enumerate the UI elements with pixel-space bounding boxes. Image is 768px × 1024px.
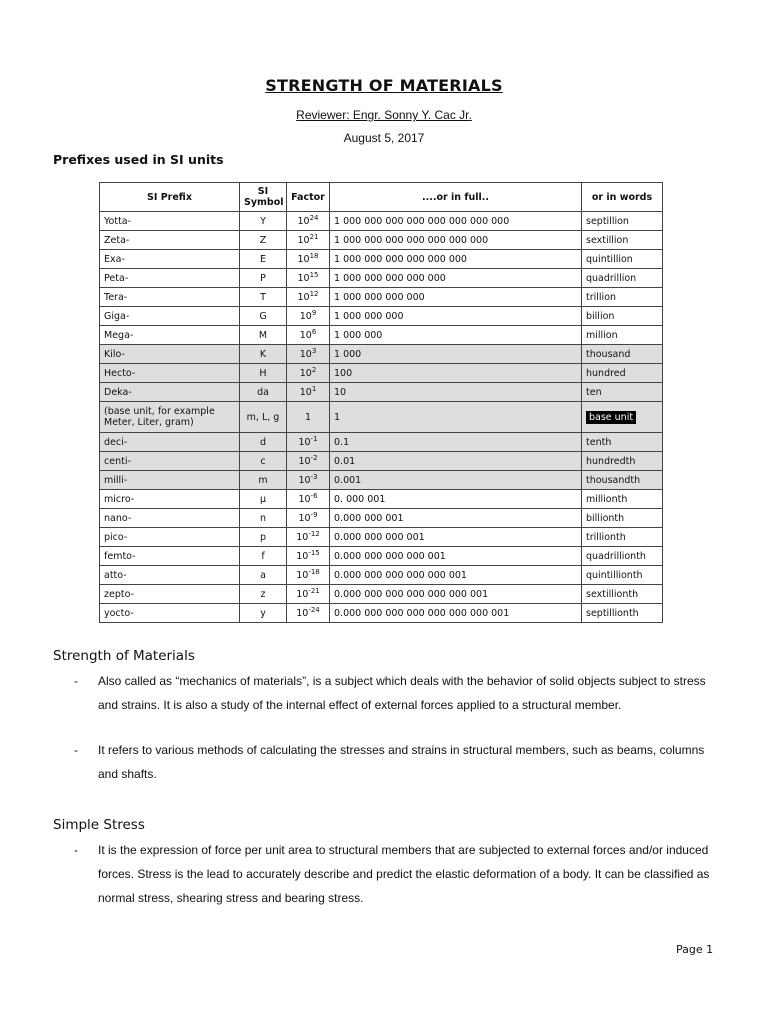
cell-symbol: μ — [240, 490, 287, 509]
table-row — [100, 212, 663, 231]
cell-factor — [287, 383, 330, 402]
factor-exponent: 2 — [311, 365, 317, 374]
cell-prefix: deci- — [100, 433, 240, 452]
cell-in-words: septillion — [582, 212, 663, 231]
cell-symbol: E — [240, 250, 287, 269]
cell-factor — [287, 604, 330, 623]
factor-base: 10 — [299, 329, 312, 341]
cell-factor — [287, 528, 330, 547]
factor-base: 10 — [298, 474, 311, 486]
factor-base: 10 — [296, 607, 309, 619]
factor-exponent: 9 — [311, 308, 317, 317]
prefixes-heading: Prefixes used in SI units — [53, 152, 224, 167]
factor-base: 10 — [296, 550, 309, 562]
cell-prefix: Zeta- — [100, 231, 240, 250]
factor-base: 10 — [297, 234, 310, 246]
cell-in-words: quintillionth — [582, 566, 663, 585]
factor-exponent: -9 — [310, 510, 318, 519]
cell-in-words: billion — [582, 307, 663, 326]
factor-exponent: -2 — [310, 453, 318, 462]
cell-in-words: trillion — [582, 288, 663, 307]
cell-in-full: 1 000 000 000 000 000 — [330, 269, 582, 288]
cell-symbol: T — [240, 288, 287, 307]
table-row — [100, 566, 663, 585]
cell-symbol: P — [240, 269, 287, 288]
cell-in-full: 1 000 000 000 000 — [330, 288, 582, 307]
factor-exponent: -18 — [308, 567, 320, 576]
table-row — [100, 345, 663, 364]
factor-base: 10 — [298, 455, 311, 467]
cell-prefix: Mega- — [100, 326, 240, 345]
factor-base: 10 — [299, 367, 312, 379]
table-row — [100, 307, 663, 326]
base-unit-label: base unit — [586, 411, 636, 424]
factor-base: 10 — [296, 569, 309, 581]
cell-prefix: (base unit, for example Meter, Liter, gram) — [100, 402, 240, 433]
cell-in-full: 0.000 000 000 000 000 001 — [330, 566, 582, 585]
cell-factor — [287, 566, 330, 585]
cell-in-words: tenth — [582, 433, 663, 452]
factor-base: 10 — [299, 386, 312, 398]
cell-in-words: thousandth — [582, 471, 663, 490]
factor-base: 10 — [296, 531, 309, 543]
cell-in-words: quintillion — [582, 250, 663, 269]
table-row — [100, 509, 663, 528]
cell-prefix: Deka- — [100, 383, 240, 402]
cell-in-words: thousand — [582, 345, 663, 364]
header-si-symbol: SI Symbol — [240, 183, 287, 212]
cell-prefix: femto- — [100, 547, 240, 566]
cell-in-full: 1 000 000 000 — [330, 307, 582, 326]
cell-factor — [287, 490, 330, 509]
bullet-dash: - — [74, 743, 78, 757]
cell-prefix: Tera- — [100, 288, 240, 307]
table-row — [100, 547, 663, 566]
cell-factor — [287, 585, 330, 604]
cell-in-full: 0.000 000 000 000 000 000 000 001 — [330, 604, 582, 623]
cell-in-full: 0.000 000 000 000 000 000 001 — [330, 585, 582, 604]
cell-symbol: m — [240, 471, 287, 490]
document-date: August 5, 2017 — [343, 131, 425, 145]
factor-exponent: 3 — [311, 346, 317, 355]
header-si-prefix: SI Prefix — [100, 183, 240, 212]
table-row — [100, 288, 663, 307]
cell-in-words: septillionth — [582, 604, 663, 623]
cell-in-words: million — [582, 326, 663, 345]
cell-symbol: m, L, g — [240, 402, 287, 433]
cell-prefix: milli- — [100, 471, 240, 490]
cell-prefix: Peta- — [100, 269, 240, 288]
factor-exponent: -24 — [308, 605, 320, 614]
table-row — [100, 269, 663, 288]
cell-factor — [287, 212, 330, 231]
cell-factor — [287, 288, 330, 307]
cell-factor — [287, 402, 330, 433]
cell-in-full: 1 000 000 — [330, 326, 582, 345]
cell-factor — [287, 452, 330, 471]
factor-exponent: -15 — [308, 548, 320, 557]
cell-in-full: 100 — [330, 364, 582, 383]
cell-in-full: 10 — [330, 383, 582, 402]
factor-exponent: -1 — [310, 434, 318, 443]
cell-factor — [287, 250, 330, 269]
cell-symbol: K — [240, 345, 287, 364]
cell-prefix: Giga- — [100, 307, 240, 326]
table-row — [100, 585, 663, 604]
cell-in-full: 0.000 000 000 000 001 — [330, 547, 582, 566]
cell-in-words: quadrillion — [582, 269, 663, 288]
factor-base: 10 — [299, 348, 312, 360]
list-item — [74, 838, 714, 910]
factor-exponent: 18 — [309, 251, 319, 260]
cell-in-words: quadrillionth — [582, 547, 663, 566]
cell-in-full: 0.001 — [330, 471, 582, 490]
factor-exponent: 24 — [309, 213, 319, 222]
table-row — [100, 231, 663, 250]
table-row — [100, 364, 663, 383]
cell-in-full: 1 — [330, 402, 582, 433]
bullet-dash: - — [74, 674, 78, 688]
bullet-dash: - — [74, 843, 78, 857]
table-row — [100, 471, 663, 490]
cell-prefix: Yotta- — [100, 212, 240, 231]
factor-exponent: -21 — [308, 586, 320, 595]
cell-in-full: 1 000 — [330, 345, 582, 364]
factor-exponent: -12 — [308, 529, 320, 538]
list-item — [74, 738, 714, 786]
cell-symbol: M — [240, 326, 287, 345]
cell-symbol: Y — [240, 212, 287, 231]
cell-in-words: millionth — [582, 490, 663, 509]
cell-symbol: z — [240, 585, 287, 604]
cell-factor — [287, 326, 330, 345]
table-row — [100, 383, 663, 402]
header-in-full: ....or in full.. — [330, 183, 582, 212]
cell-in-full: 0.000 000 001 — [330, 509, 582, 528]
simple-stress-heading: Simple Stress — [53, 817, 145, 833]
table-row — [100, 452, 663, 471]
cell-prefix: yocto- — [100, 604, 240, 623]
factor-base: 10 — [298, 512, 311, 524]
cell-factor — [287, 345, 330, 364]
factor-base: 10 — [298, 493, 311, 505]
cell-factor — [287, 547, 330, 566]
cell-in-full: 1 000 000 000 000 000 000 000 000 — [330, 212, 582, 231]
cell-prefix: pico- — [100, 528, 240, 547]
cell-in-full: 0.000 000 000 001 — [330, 528, 582, 547]
factor-base: 10 — [297, 215, 310, 227]
cell-prefix: Kilo- — [100, 345, 240, 364]
list-item — [74, 669, 714, 717]
cell-symbol: H — [240, 364, 287, 383]
cell-in-full: 0.1 — [330, 433, 582, 452]
factor-base: 10 — [299, 310, 312, 322]
cell-in-words: sextillionth — [582, 585, 663, 604]
factor-base: 10 — [297, 291, 310, 303]
cell-prefix: centi- — [100, 452, 240, 471]
factor-exponent: 21 — [309, 232, 319, 241]
factor-base: 1 — [304, 411, 312, 423]
cell-symbol: G — [240, 307, 287, 326]
page-title: STRENGTH OF MATERIALS — [265, 76, 503, 95]
factor-exponent: 12 — [309, 289, 319, 298]
cell-in-full: 0.01 — [330, 452, 582, 471]
cell-in-words: ten — [582, 383, 663, 402]
factor-exponent: 1 — [311, 384, 317, 393]
cell-symbol: c — [240, 452, 287, 471]
cell-factor — [287, 471, 330, 490]
bullet-text: It refers to various methods of calculating the stresses and strains in structural members, such as beams, columns and shafts. — [98, 743, 705, 781]
factor-exponent: -6 — [310, 491, 318, 500]
cell-symbol: da — [240, 383, 287, 402]
table-row — [100, 326, 663, 345]
table-row — [100, 250, 663, 269]
cell-in-full: 1 000 000 000 000 000 000 000 — [330, 231, 582, 250]
table-row — [100, 402, 663, 433]
cell-prefix: Hecto- — [100, 364, 240, 383]
factor-base: 10 — [298, 436, 311, 448]
reviewer-line: Reviewer: Engr. Sonny Y. Cac Jr. — [296, 108, 472, 122]
bullet-text: It is the expression of force per unit area to structural members that are subjected to external forces and/or induced forces. Stress is the lead to accurately describe and predict the elastic deformation of a body. It can be classified as normal stress, shearing stress and bearing stress. — [98, 843, 710, 905]
cell-in-words — [582, 402, 663, 433]
cell-prefix: Exa- — [100, 250, 240, 269]
cell-in-words: billionth — [582, 509, 663, 528]
cell-prefix: atto- — [100, 566, 240, 585]
cell-in-words: trillionth — [582, 528, 663, 547]
cell-factor — [287, 433, 330, 452]
cell-in-full: 1 000 000 000 000 000 000 — [330, 250, 582, 269]
table-row — [100, 490, 663, 509]
table-row — [100, 433, 663, 452]
cell-factor — [287, 364, 330, 383]
factor-base: 10 — [296, 588, 309, 600]
cell-symbol: f — [240, 547, 287, 566]
table-row — [100, 604, 663, 623]
header-in-words: or in words — [582, 183, 663, 212]
factor-exponent: 6 — [311, 327, 317, 336]
si-prefix-table — [99, 182, 663, 623]
cell-factor — [287, 307, 330, 326]
table-header-row — [100, 183, 663, 212]
factor-exponent: 15 — [309, 270, 319, 279]
cell-factor — [287, 509, 330, 528]
cell-in-words: hundred — [582, 364, 663, 383]
cell-in-words: sextillion — [582, 231, 663, 250]
factor-exponent: -3 — [310, 472, 318, 481]
cell-in-full: 0. 000 001 — [330, 490, 582, 509]
cell-symbol: d — [240, 433, 287, 452]
cell-symbol: n — [240, 509, 287, 528]
cell-factor — [287, 269, 330, 288]
cell-symbol: y — [240, 604, 287, 623]
cell-in-words: hundredth — [582, 452, 663, 471]
cell-factor — [287, 231, 330, 250]
table-row — [100, 528, 663, 547]
bullet-text: Also called as “mechanics of materials”, is a subject which deals with the behavior of solid objects subject to stress and strains. It is also a study of the internal effect of external forces applied to a structural member. — [98, 674, 706, 712]
cell-prefix: zepto- — [100, 585, 240, 604]
cell-symbol: Z — [240, 231, 287, 250]
cell-symbol: p — [240, 528, 287, 547]
cell-prefix: micro- — [100, 490, 240, 509]
cell-symbol: a — [240, 566, 287, 585]
factor-base: 10 — [297, 272, 310, 284]
header-factor: Factor — [287, 183, 330, 212]
page-number: Page 1 — [676, 943, 714, 956]
cell-prefix: nano- — [100, 509, 240, 528]
strength-of-materials-heading: Strength of Materials — [53, 648, 195, 664]
factor-base: 10 — [297, 253, 310, 265]
